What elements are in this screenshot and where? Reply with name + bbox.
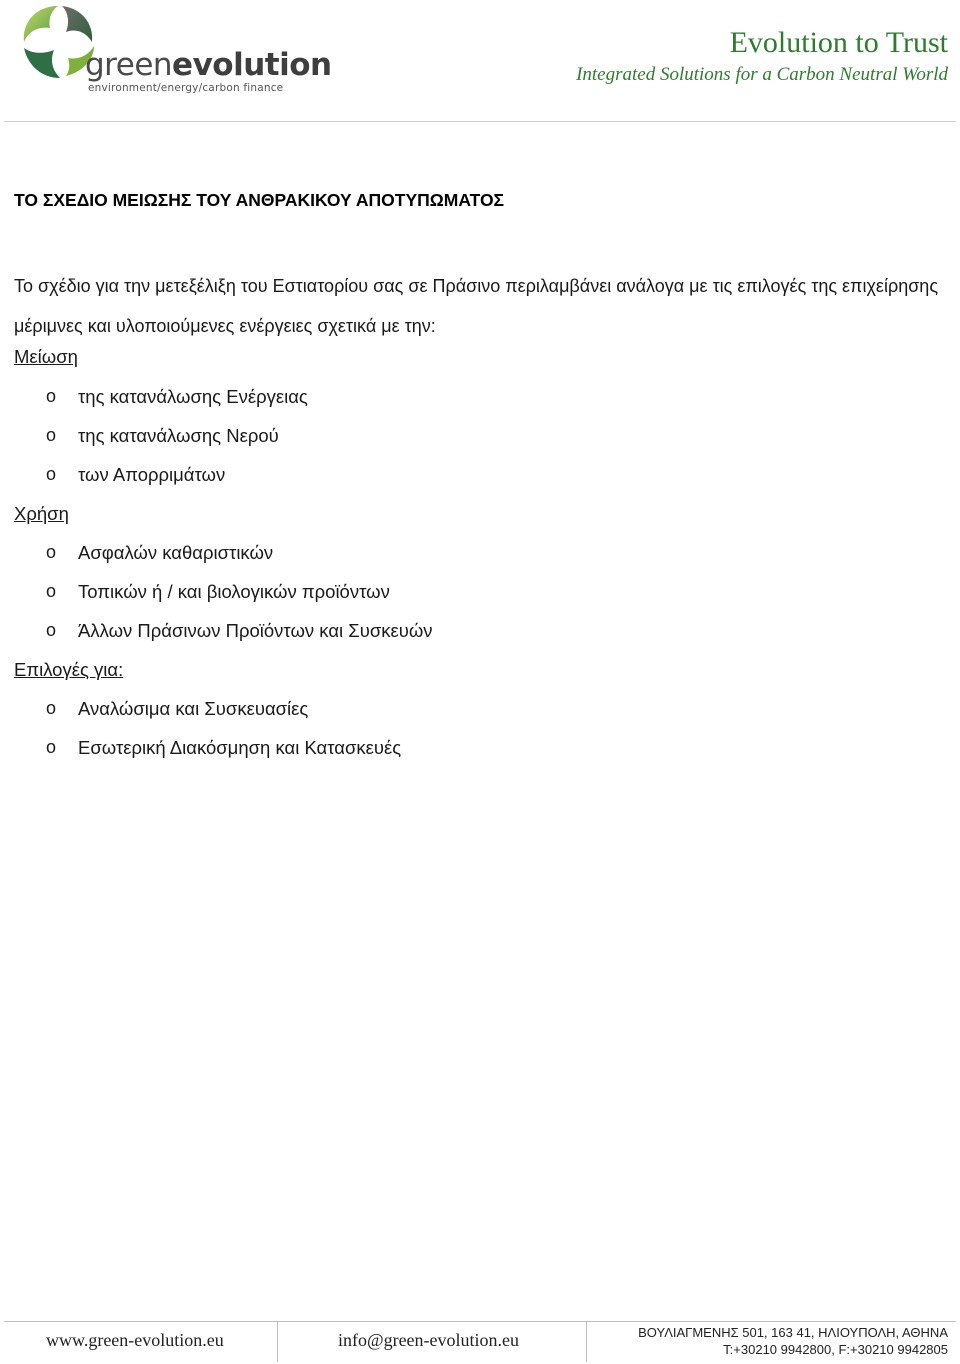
page-header	[0, 0, 960, 122]
bullet-marker: o	[46, 464, 57, 484]
bullet-marker: o	[46, 620, 57, 640]
header-title: Evolution to Trust	[729, 26, 948, 59]
footer-divider	[4, 1321, 956, 1322]
document-title: ΤΟ ΣΧΕΔΙΟ ΜΕΙΩΣΗΣ ΤΟΥ ΑΝΘΡΑΚΙΚΟΥ ΑΠΟΤΥΠΩΜΑΤΟΣ	[14, 190, 505, 210]
footer-website-link[interactable]: www.green-evolution.eu	[46, 1330, 224, 1350]
header-subtitle: Integrated Solutions for a Carbon Neutral World	[576, 64, 948, 85]
list-item-text: της κατανάλωσης Νερού	[78, 425, 279, 446]
footer-phone: T:+30210 9942800, F:+30210 9942805	[723, 1342, 948, 1357]
list-item-text: Αναλώσιμα και Συσκευασίες	[78, 698, 309, 719]
logo-tagline: environment/energy/carbon finance	[88, 82, 284, 94]
bullet-marker: o	[46, 698, 57, 718]
footer-address: ΒΟΥΛΙΑΓΜΕΝΗΣ 501, 163 41, ΗΛΙΟΥΠΟΛΗ, ΑΘΗΝΑ	[638, 1325, 948, 1340]
intro-paragraph: Το σχέδιο για την μετεξέλιξη του Εστιατορίου σας σε Πράσινο περιλαμβάνει ανάλογα με τις επιλογές της επιχείρησης μέριμνες και υλοποιούμενες ενέργειες σχετικά με την:	[14, 276, 938, 336]
footer-column-divider	[277, 1322, 278, 1362]
bullet-marker: o	[46, 425, 57, 445]
section-heading-use: Χρήση	[14, 503, 69, 524]
header-divider	[4, 121, 956, 122]
footer-column-divider	[586, 1322, 587, 1362]
bullet-marker: o	[46, 386, 57, 406]
bullet-marker: o	[46, 542, 57, 562]
logo-wordmark: greenevolution	[85, 47, 332, 83]
list-item-text: Άλλων Πράσινων Προϊόντων και Συσκευών	[78, 620, 433, 641]
list-item-text: Τοπικών ή / και βιολογικών προϊόντων	[78, 581, 390, 602]
bullet-marker: o	[46, 737, 57, 757]
greenevolution-logo	[18, 2, 332, 100]
footer-email-link[interactable]: info@green-evolution.eu	[338, 1330, 520, 1350]
section-heading-options: Επιλογές για:	[14, 659, 124, 680]
list-item-text: Εσωτερική Διακόσμηση και Κατασκευές	[78, 737, 402, 758]
bullet-marker: o	[46, 581, 57, 601]
list-item-text: της κατανάλωσης Ενέργειας	[78, 386, 308, 407]
section-heading-reduction: Μείωση	[14, 346, 78, 367]
list-item-text: Ασφαλών καθαριστικών	[78, 542, 274, 563]
list-item-text: των Απορριμάτων	[78, 464, 226, 485]
